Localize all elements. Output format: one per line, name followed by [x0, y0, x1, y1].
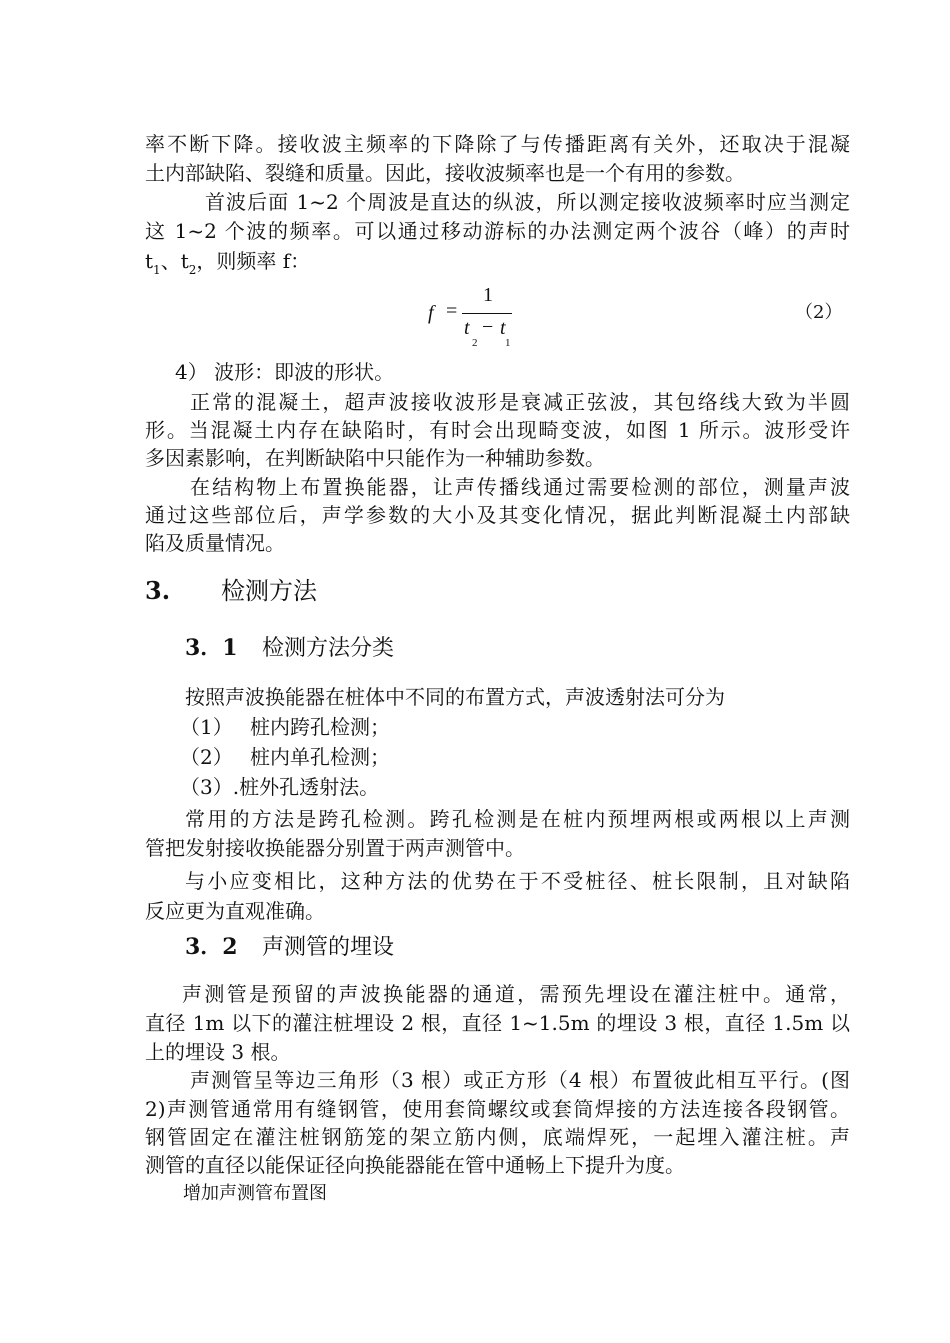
paragraph-line: 反应更为直观准确。 [145, 899, 325, 923]
paragraph-line: 首波后面 1~2 个周波是直达的纵波，所以测定接收波频率时应当测定 [205, 190, 850, 214]
list-item [180, 713, 780, 741]
paragraph-line: 按照声波换能器在桩体中不同的布置方式，声波透射法可分为 [185, 685, 725, 709]
t1-subscript: 1 [153, 263, 161, 277]
eq-den-t2: t [464, 317, 470, 339]
section-title: 检测方法 [221, 577, 317, 605]
paragraph-line: 常用的方法是跨孔检测。跨孔检测是在桩内预埋两根或两根以上声测 [185, 807, 850, 831]
subsection-number: 3．2 [185, 934, 238, 960]
paragraph-line: 2)声测管通常用有缝钢管，使用套筒螺纹或套筒焊接的方法连接各段钢管。 [145, 1097, 850, 1121]
subsection-number: 3．1 [185, 635, 238, 661]
eq-sub-2: 2 [472, 337, 478, 349]
paragraph-line: 直径 1m 以下的灌注桩埋设 2 根，直径 1~1.5m 的埋设 3 根，直径 1.5m 以 [145, 1011, 850, 1035]
subsection-heading [185, 633, 394, 664]
eq-numerator: 1 [483, 284, 493, 306]
paragraph-line: 正常的混凝土，超声波接收波形是衰减正弦波，其包络线大致为半圆 [190, 390, 850, 414]
paragraph-line: 率不断下降。接收波主频率的下降除了与传播距离有关外，还取决于混凝 [145, 132, 850, 156]
list-text: .桩外孔透射法。 [232, 775, 380, 799]
eq-sub-1: 1 [505, 337, 511, 349]
paragraph-line: 声测管呈等边三角形（3 根）或正方形（4 根）布置彼此相互平行。(图 [190, 1068, 850, 1092]
t1-symbol: t [145, 249, 154, 273]
paragraph-line: 在结构物上布置换能器，让声传播线通过需要检测的部位，测量声波 [190, 475, 850, 499]
paragraph-line: 与小应变相比，这种方法的优势在于不受桩径、桩长限制，且对缺陷 [185, 869, 850, 893]
paragraph-line: 管把发射接收换能器分别置于两声测管中。 [145, 836, 525, 860]
paragraph-line: 多因素影响，在判断缺陷中只能作为一种辅助参数。 [145, 446, 605, 470]
subsection-heading [185, 932, 394, 963]
list-text: 桩内跨孔检测； [250, 715, 390, 739]
list-number: （1） [180, 715, 233, 739]
list-number: （2） [180, 745, 233, 769]
list-item [180, 773, 780, 801]
paragraph-line: 通过这些部位后，声学参数的大小及其变化情况，据此判断混凝土内部缺 [145, 503, 850, 527]
subsection-title: 声测管的埋设 [262, 935, 395, 960]
paragraph-line: 测管的直径以能保证径向换能器能在管中通畅上下提升为度。 [145, 1153, 685, 1177]
paragraph-line: 土内部缺陷、裂缝和质量。因此，接收波频率也是一个有用的参数。 [145, 161, 745, 185]
subsection-title: 检测方法分类 [262, 636, 395, 661]
t2-subscript: 2 [188, 263, 197, 277]
section-number: 3. [145, 576, 171, 605]
paragraph-line: 钢管固定在灌注桩钢筋笼的架立筋内侧，底端焊死，一起埋入灌注桩。声 [145, 1125, 850, 1149]
paragraph-line: 形。当混凝土内存在缺陷时，有时会出现畸变波，如图 1 所示。波形受许 [145, 418, 850, 442]
paragraph-line [145, 247, 850, 278]
eq-den-t1: t [500, 317, 506, 339]
paragraph-line: 陷及质量情况。 [145, 531, 285, 555]
frequency-intro: ，则频率 f： [196, 249, 311, 273]
equation-number: （2） [795, 302, 843, 323]
paragraph-line: 声测管是预留的声波换能器的通道，需预先埋设在灌注桩中。通常， [182, 982, 850, 1006]
t2-symbol: t [180, 249, 189, 273]
paragraph-line: 这 1~2 个波的频率。可以通过移动游标的办法测定两个波谷（峰）的声时 [145, 219, 850, 243]
separator: 、 [160, 249, 181, 273]
eq-den-minus: − [482, 316, 494, 338]
list-text: 桩内单孔检测； [250, 745, 390, 769]
paragraph-line: 上的埋设 3 根。 [145, 1040, 291, 1064]
note-text: 增加声测管布置图 [183, 1183, 327, 1204]
section-heading [145, 576, 317, 606]
list-item-heading: 4） 波形：即波的形状。 [175, 360, 395, 384]
list-item [180, 743, 780, 771]
eq-lhs: f [428, 302, 434, 324]
list-number: （3） [180, 775, 233, 799]
eq-equals: = [446, 300, 458, 322]
fraction-bar [462, 313, 512, 314]
